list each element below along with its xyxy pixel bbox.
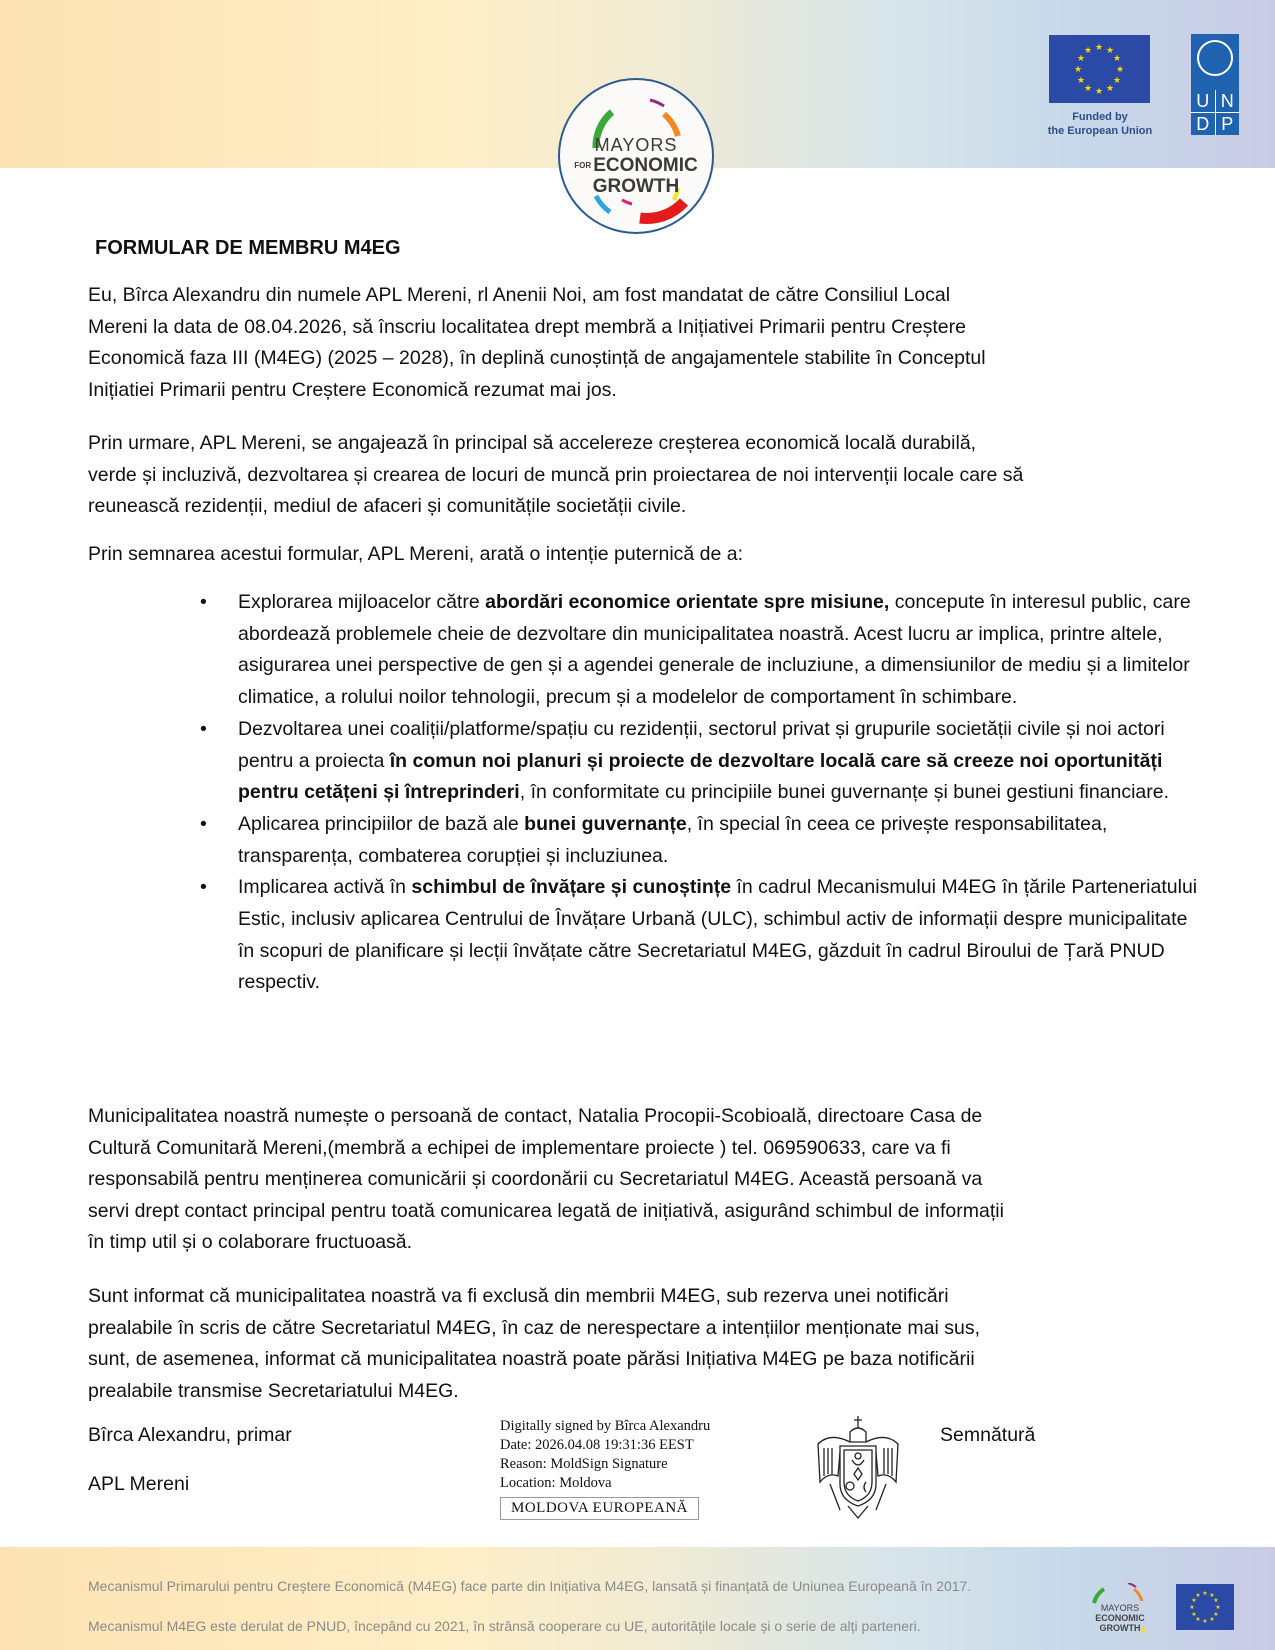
intention-paragraph: Prin semnarea acestui formular, APL Mereni, arată o intenție puternică de a:: [88, 543, 744, 565]
footer-m4eg-logo: [1088, 1583, 1152, 1633]
intentions-list: [238, 587, 1198, 999]
bullet-text: Implicarea activă în: [238, 876, 412, 899]
signatory-name: Bîrca Alexandru, primar: [88, 1424, 292, 1446]
svg-text:★: ★: [1202, 1590, 1208, 1597]
footer-line-1: Mecanismul Primarului pentru Creștere Economică (M4EG) face parte din Inițiativa M4EG, lansată și finanțată de Uniunea Europeană în 2017.: [88, 1578, 972, 1594]
svg-text:★: ★: [1195, 1592, 1201, 1599]
list-item: [238, 872, 1198, 999]
undp-logo: [1191, 34, 1239, 135]
svg-text:★: ★: [1191, 1597, 1197, 1604]
svg-text:★: ★: [1115, 65, 1125, 75]
svg-text:★: ★: [1112, 76, 1122, 86]
svg-text:★: ★: [1094, 43, 1104, 53]
bullet-bold-text: abordări economice orientate spre misiune,: [485, 591, 890, 613]
bullet-text: în cadrul Mecanismului M4EG în țările Parteneriatului Estic, inclusiv aplicarea Centrului de Învățare Urbană (ULC), schimbul activ de informații despre municipalitate în scopuri de planificare și lecții învățate către Secretariatul M4EG, găzduit în cadrul Biroului de Țară PNUD respectiv.: [238, 876, 1198, 994]
svg-text:★: ★: [1213, 1611, 1219, 1618]
bullet-text: , în special în ceea ce privește responsabilitatea, transparența, combaterea corupției și incluziunea.: [238, 812, 1108, 867]
svg-text:★: ★: [1112, 54, 1122, 64]
footer-eu-flag-icon: [1176, 1584, 1234, 1630]
signature-stamp: MOLDOVA EUROPEANĂ: [500, 1497, 699, 1520]
undp-letter: N: [1216, 90, 1240, 112]
logo-economic-text: [560, 155, 712, 177]
digital-signature-block[interactable]: [500, 1417, 710, 1520]
footer-logo-text: ECONOMIC: [1095, 1613, 1145, 1623]
list-item: [238, 587, 1198, 714]
svg-text:★: ★: [1189, 1604, 1195, 1611]
footer-banner: [0, 1547, 1275, 1650]
svg-text:★: ★: [1073, 65, 1083, 75]
text-line: Mereni la data de 08.04.2026, să înscriu localitatea drept membră a Inițiativei Primarii pentru Creștere: [88, 315, 966, 338]
svg-text:★: ★: [1083, 46, 1093, 56]
list-item: [238, 809, 1198, 872]
svg-text:★: ★: [1202, 1618, 1208, 1625]
undp-letter: U: [1191, 90, 1215, 112]
logo-economic-word: ECONOMIC: [593, 155, 698, 176]
signature-label: Semnătură: [940, 1424, 1036, 1446]
signatory-org: APL Mereni: [88, 1473, 190, 1495]
exclusion-paragraph: [88, 1281, 1198, 1407]
logo-mayors-text: MAYORS: [594, 135, 678, 155]
text-line: Municipalitatea noastră numește o persoană de contact, Natalia Procopii-Scobioală, directoare Casa de: [88, 1105, 983, 1127]
bullet-text: Explorarea mijloacelor către: [238, 591, 486, 613]
signature-reason: Reason: MoldSign Signature: [500, 1456, 668, 1472]
list-item: [238, 714, 1198, 809]
document-title: FORMULAR DE MEMBRU M4EG: [95, 237, 401, 259]
signed-by-text: Digitally signed by Bîrca Alexandru: [500, 1418, 711, 1434]
text-line: prealabile transmise Secretariatului M4EG.: [88, 1379, 459, 1402]
m4eg-logo: [558, 78, 714, 234]
bullet-bold-text: bunei guvernanțe: [524, 812, 687, 835]
eu-funded-caption: [1030, 110, 1170, 138]
contact-paragraph: [88, 1101, 1198, 1259]
svg-text:★: ★: [1105, 84, 1115, 94]
undp-letter: D: [1191, 113, 1215, 135]
eu-caption-line2: the European Union: [1047, 125, 1153, 137]
text-line: reunească rezidenții, mediul de afaceri și comunitățile societății civile.: [88, 495, 687, 517]
text-line: prealabile în scris de către Secretariatul M4EG, în caz de nerespectare a intențiilor menționate mai sus,: [88, 1316, 981, 1339]
bullet-bold-text: în comun noi planuri și proiecte de dezvoltare locală care să creeze noi oportunități pentru cetățeni și întreprinderi: [238, 749, 1163, 804]
svg-text:★: ★: [1209, 1592, 1215, 1599]
commitment-paragraph: [88, 428, 1198, 523]
text-line: servi drept contact principal pentru toată comunicarea legată de inițiativă, asigurând schimbul de informații: [88, 1199, 1004, 1222]
text-line: Eu, Bîrca Alexandru din numele APL Mereni, rl Anenii Noi, am fost mandatat de către Consiliul Local: [88, 284, 951, 306]
svg-text:★: ★: [1195, 1616, 1201, 1623]
text-line: în timp util și o colaborare fructuoasă.: [88, 1231, 413, 1253]
text-line: Economică faza III (M4EG) (2025 – 2028), în deplină cunoștință de angajamentele stabilite în Conceptul: [88, 347, 986, 369]
bullet-text: concepute în interesul public, care abordează problemele cheie de dezvoltare din municipalitatea noastră. Acest lucru ar implica, printre altele, asigurarea unei perspective de gen și a agendei generale de incluziune, a dimensiunilor de mediu și a limitelor climatice, a rolului noilor tehnologii, precum și a modelelor de comportament în schimbare.: [238, 591, 1191, 709]
text-line: responsabilă pentru menținerea comunicării și coordonării cu Secretariatul M4EG. Această persoană va: [88, 1168, 983, 1190]
bullet-text: Dezvoltarea unei coaliții/platforme/spațiu cu rezidenții, sectorul privat și grupurile societății civile și noi actori pentru a proiecta: [238, 717, 1165, 772]
footer-logo-text: GROWTH: [1099, 1623, 1141, 1633]
text-line: Inițiatiei Primarii pentru Creștere Economică rezumat mai jos.: [88, 378, 617, 401]
undp-letter: P: [1216, 113, 1240, 135]
logo-growth-text: GROWTH: [592, 176, 680, 197]
svg-text:★: ★: [1213, 1597, 1219, 1604]
svg-text:★: ★: [1076, 54, 1086, 64]
text-line: verde și incluzivă, dezvoltarea și crearea de locuri de muncă prin proiectarea de noi intervenții locale care să: [88, 463, 1024, 486]
svg-text:★: ★: [1191, 1611, 1197, 1618]
bullet-bold-text: schimbul de învățare și cunoștințe: [411, 876, 732, 899]
eu-caption-line1: Funded by: [1072, 111, 1128, 123]
un-emblem-icon: [1197, 40, 1233, 76]
footer-logo-text: MAYORS: [1100, 1603, 1140, 1613]
svg-text:★: ★: [1215, 1604, 1221, 1611]
svg-text:★: ★: [1083, 84, 1093, 94]
svg-text:★: ★: [1105, 46, 1115, 56]
text-line: sunt, de asemenea, informat că municipalitatea noastră poate părăsi Inițiativa M4EG pe baza notificării: [88, 1348, 975, 1370]
signature-date: Date: 2026.04.08 19:31:36 EEST: [500, 1437, 694, 1453]
text-line: Cultură Comunitară Mereni,(membră a echipei de implementare proiecte ) tel. 069590633, care va fi: [88, 1136, 951, 1159]
logo-for-text: FOR: [574, 161, 592, 171]
intro-paragraph: [88, 280, 1198, 406]
text-line: Prin urmare, APL Mereni, se angajează în principal să accelereze creșterea economică locală durabilă,: [88, 432, 977, 454]
text-line: Sunt informat că municipalitatea noastră va fi exclusă din membrii M4EG, sub rezerva unei notificări: [88, 1285, 949, 1307]
eu-flag-icon: [1049, 35, 1150, 103]
svg-text:★: ★: [1094, 87, 1104, 97]
bullet-text: Aplicarea principiilor de bază ale: [238, 812, 525, 835]
bullet-text: , în conformitate cu principiile bunei guvernanțe și bunei gestiuni financiare.: [519, 781, 1170, 804]
svg-text:★: ★: [1209, 1616, 1215, 1623]
footer-line-2: Mecanismul M4EG este derulat de PNUD, începând cu 2021, în strânsă cooperare cu UE, autoritățile locale și o serie de alți parteneri.: [88, 1618, 921, 1634]
signature-location: Location: Moldova: [500, 1475, 612, 1491]
svg-text:★: ★: [1076, 76, 1086, 86]
moldova-coat-of-arms-icon: [810, 1412, 906, 1522]
